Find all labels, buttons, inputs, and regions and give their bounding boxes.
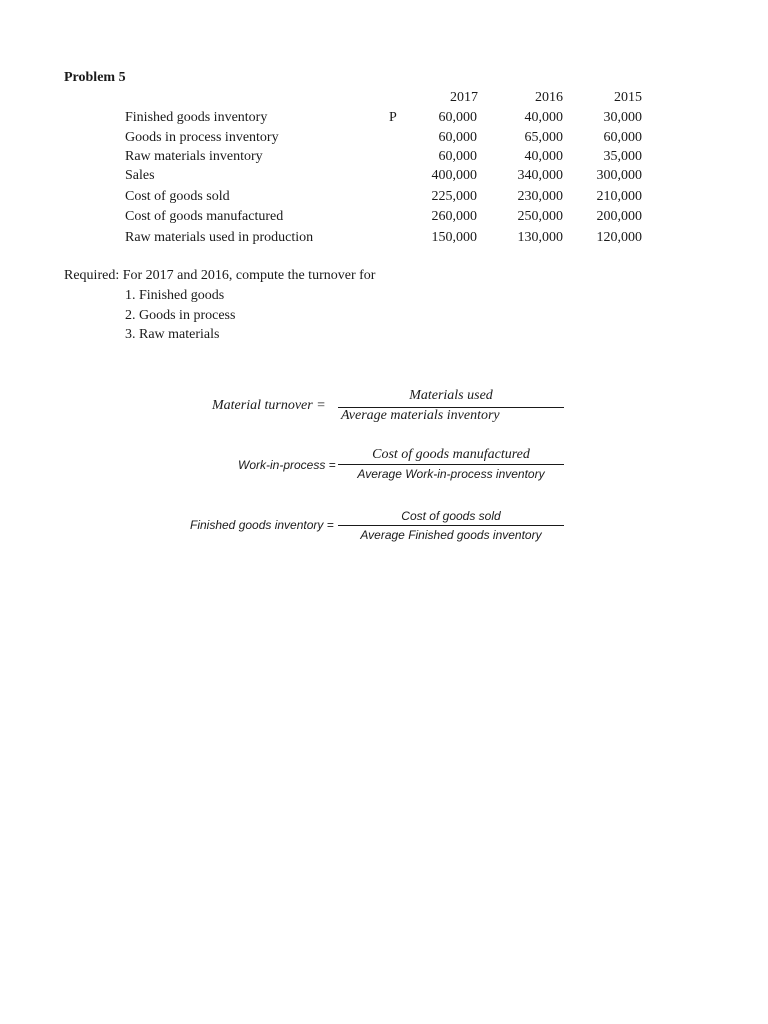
row-label: Goods in process inventory: [125, 130, 279, 145]
formula-denominator: Average materials inventory: [341, 408, 500, 423]
year-header-2017: 2017: [450, 90, 478, 105]
cell-2015: 30,000: [603, 110, 642, 125]
cell-2015: 210,000: [596, 189, 642, 204]
formula-lhs: Work-in-process =: [238, 458, 336, 472]
cell-2015: 35,000: [603, 149, 642, 164]
required-item: 2. Goods in process: [125, 308, 236, 323]
cell-2016: 40,000: [524, 110, 563, 125]
formula-fraction: [338, 388, 564, 428]
year-header-2015: 2015: [614, 90, 642, 105]
cell-2016: 230,000: [517, 189, 563, 204]
cell-2017: 150,000: [431, 230, 477, 245]
cell-2016: 250,000: [517, 209, 563, 224]
formula-denominator: Average Work-in-process inventory: [357, 467, 545, 481]
row-label: Cost of goods manufactured: [125, 209, 284, 224]
cell-2017: 60,000: [438, 130, 477, 145]
row-label: Raw materials inventory: [125, 149, 263, 164]
fraction-bar: [338, 525, 564, 526]
cell-2017: 60,000: [438, 149, 477, 164]
row-label: Finished goods inventory: [125, 110, 268, 125]
row-label: Sales: [125, 168, 155, 183]
cell-2015: 60,000: [603, 130, 642, 145]
cell-2015: 200,000: [596, 209, 642, 224]
required-item: 3. Raw materials: [125, 327, 220, 342]
required-item: 1. Finished goods: [125, 288, 225, 303]
cell-2016: 40,000: [524, 149, 563, 164]
cell-2016: 65,000: [524, 130, 563, 145]
cell-2015: 120,000: [596, 230, 642, 245]
cell-2016: 340,000: [517, 168, 563, 183]
formula-numerator: Cost of goods manufactured: [372, 447, 530, 462]
formula-numerator: Materials used: [409, 388, 493, 403]
cell-2017: 225,000: [431, 189, 477, 204]
currency-symbol: P: [389, 110, 397, 125]
formula-lhs: Finished goods inventory =: [190, 518, 334, 532]
formula-fraction: [338, 509, 564, 549]
formula-numerator: Cost of goods sold: [401, 509, 501, 523]
row-label: Cost of goods sold: [125, 189, 230, 204]
problem-title: Problem 5: [64, 70, 126, 85]
required-intro: Required: For 2017 and 2016, compute the turnover for: [64, 268, 376, 283]
formula-fraction: [338, 447, 564, 487]
cell-2015: 300,000: [596, 168, 642, 183]
cell-2017: 60,000: [438, 110, 477, 125]
fraction-bar: [338, 464, 564, 465]
cell-2017: 400,000: [431, 168, 477, 183]
year-header-2016: 2016: [535, 90, 563, 105]
formula-lhs: Material turnover =: [212, 398, 326, 413]
row-label: Raw materials used in production: [125, 230, 314, 245]
cell-2017: 260,000: [431, 209, 477, 224]
formula-denominator: Average Finished goods inventory: [360, 528, 542, 542]
cell-2016: 130,000: [517, 230, 563, 245]
